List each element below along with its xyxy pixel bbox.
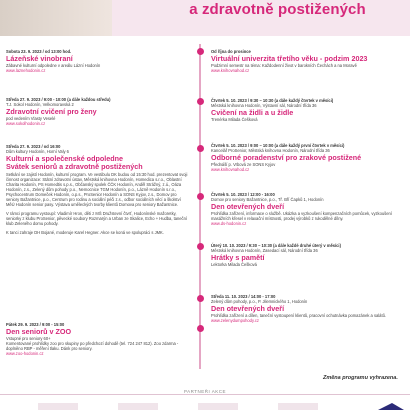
event-web-link[interactable]: www.zoo-hodonin.cz: [6, 351, 44, 356]
event-place: Městská knihovna Hodonín, Výstavní sál, Národní třída 36: [211, 103, 317, 108]
partner-logo: [38, 403, 78, 410]
event-web-link[interactable]: www.knihovnahod.cz: [211, 68, 250, 73]
event-desc: Zábavné kulturní odpoledne v areálu Lázní Hodonín: [6, 63, 101, 68]
event-item: [6, 49, 189, 73]
event-title: Zdravotní cvičení pro ženy: [6, 106, 97, 116]
event-item: [6, 322, 189, 356]
timeline-dot: [197, 98, 204, 105]
partner-logos: [0, 402, 410, 410]
event-title: Lázeňské vinobraní: [6, 53, 73, 63]
event-title: Virtuální univerzita třetího věku - podzim 2023: [211, 53, 368, 63]
timeline-dot: [197, 325, 204, 332]
event-desc: Trenérka Milada Češková: [211, 117, 258, 122]
event-item: [211, 243, 403, 267]
header-photo: [0, 0, 112, 36]
event-desc: Přednáší p. Vrbová ze SONS Kyjov: [211, 162, 276, 167]
event-date: Sobota 23. 9. 2023 / od 13:00 hod.: [6, 49, 72, 54]
event-date: Středa 27. 9. 2023 / od 16:00: [6, 144, 61, 149]
event-desc-detail: Komentované prohlídky zoo pro skupiny po předchozí dohodě (tel. 724 247 812). Zoo zdarma - doplněno RBP - měření tlaku. Dánk pro seniory.: [6, 341, 179, 351]
event-item: [6, 144, 189, 235]
event-desc: Vstupné pro seniory 60+: [6, 336, 51, 341]
timeline-dot: [197, 243, 204, 250]
event-item: [211, 192, 403, 226]
event-web-link[interactable]: www.knihovnahod.cz: [211, 167, 250, 172]
event-desc: Lektorka Milada Češková: [211, 262, 257, 267]
event-desc-program: V rámci programu vystoupí: Vladimír Hron, děti z MŠ Družstevní čtvrť, Hodonínské mažoretky, seniorky z klubu ProSenior, pěvecké soubory Rozmarýn a Urban ze Skalice, Echo + Hudba, taneční klub Zeleného domu pohody.: [6, 210, 188, 226]
event-title: Den otevřených dveří: [211, 201, 285, 211]
event-date: Středa 11. 10. 2023 / 14:00 - 17:00: [211, 294, 276, 299]
event-place: Domov pro seniory Bažantnice, p.o., Tř. Bří Čapků 1, Hodonín: [211, 197, 324, 202]
event-web-link[interactable]: www.zelenydumpohody.cz: [211, 318, 259, 323]
program-change-note: Změna programu vyhrazena.: [323, 375, 398, 381]
event-place: Zelený dům pohody, p.o., P. Jilemnického 1, Hodonín: [211, 299, 308, 304]
event-desc-extra: K tanci zahraje DH Bojané, moderuje Karel Hegner. Akce se koná ve spolupráci s JMK.: [6, 229, 164, 235]
event-web-link[interactable]: www.ds-hodonin.cz: [211, 221, 247, 226]
event-date: Pátek 29. 9. 2023 / 9:00 - 15:00: [6, 322, 65, 327]
event-desc: Prohlídka zařízení a dílen, taneční vystoupení klientů, pracovní ochutnávka pomazánek a salátů.: [211, 313, 386, 318]
event-title: Cvičení na židli a u židle: [211, 107, 294, 117]
event-title: Odborné poradenství pro zrakové postižené: [211, 152, 362, 162]
event-desc: Setkání se zajistí Hodonín, kulturní program. Ve vestibulu DK budou od 15:30 hod. prezentovat svoji činnost organizace: Státní zdravotní ústav, Městská knihovna Hodonín, Homedica s.r.o., Oblastní Charita Hodonín, PS Homedtis s.p.s., Občanský spolek ČČK Hodonín, Anděl Strážný, z.ú., Oáza Hodonín, z.s., Zelený dům pohody p.o., Nemocnice TGM Hodonín, p.o., Lázně Hodonín s.r.o., Psychocentrum Domeček Hodonín, o.p.s., ProSenior Hodonín a SONS Kyjov, z.s., Domov pro seniory Bažantnice, p.o., Centrum pro rodinu a sociální péči z.s., odbor sociálních věcí a školství MěÚ Hodonín senior pasy. Výstava uměleckých tvorby klientů Domova pro seniory Bažantnice.: [6, 171, 188, 207]
timeline-dot: [197, 295, 204, 302]
timeline-dot: [197, 145, 204, 152]
event-web-link[interactable]: www.laznehodonin.cz: [6, 68, 46, 73]
event-title: Hrátky s pamětí: [211, 252, 265, 262]
event-place: Městská knihovna Hodonín, Zasedací sál, Národní třída 36: [211, 248, 318, 253]
event-date: Čtvrtek 5. 10. 2023 / 12:00 - 16:00: [211, 192, 275, 197]
event-web-link[interactable]: www.sokolhodonin.cz: [6, 121, 46, 126]
partner-logo: [198, 403, 238, 410]
event-date: Čtvrtek 5. 10. 2023 / 9:00 – 10:00 (a dále každý první čtvrtek v měsíci): [211, 143, 345, 148]
event-item: [211, 98, 403, 122]
timeline-dot: [197, 48, 204, 55]
event-desc: pod vedením Vlasty Veselé: [6, 116, 56, 121]
event-date: Středa 27. 9. 2023 / 9:00 - 10:00 (a dále každou středu): [6, 97, 111, 102]
event-desc: Podzimní semestr na téma: Každodenní život v barokních Čechách a na Moravě: [211, 63, 357, 68]
event-title: Den otevřených dveří: [211, 303, 285, 313]
event-title-secondary: Svátek seniorů a zdravotně postižených: [6, 162, 143, 171]
partner-logo: [278, 403, 318, 410]
event-date: Od října do prosince: [211, 49, 251, 54]
event-item: [211, 49, 403, 73]
event-date: Čtvrtek 5. 10. 2023 / 9:30 – 10:30 (a dále každý čtvrtek v měsíci): [211, 98, 334, 103]
event-date: Úterý 10. 10. 2023 / 9:30 – 10:30 (a dále každé druhé úterý v měsíci): [211, 243, 341, 248]
event-place: Kancelář ProSenior, Městská knihovna Hodonín, Národní třída 36: [211, 148, 330, 153]
event-place: Dům kultury Hodonín, Horní Valy 6: [6, 149, 69, 154]
timeline-dot: [197, 193, 204, 200]
event-title: Kulturní a společenské odpoledne: [6, 153, 124, 163]
event-item: [6, 97, 189, 126]
page-title: a zdravotně postižených: [189, 1, 366, 18]
partner-logo: [118, 403, 158, 410]
event-title: Den seniorů v ZOO: [6, 326, 72, 336]
event-desc: Prohlídka zařízení, informace o službě. Ukázka a vyzkoušení kompenzačních pomůcek, vyzkoušení masážních křesel v relaxační místnosti, prodej výrobků z rukodělné dílny.: [211, 211, 392, 221]
header-banner: [0, 0, 410, 36]
timeline-line: [199, 44, 201, 369]
partner-logo: [378, 403, 404, 410]
partners-label: PARTNEŘI AKCE: [170, 389, 240, 394]
event-item: [211, 143, 403, 172]
event-place: T.J. Sokol Hodonín, Velkomoravská 2: [6, 102, 74, 107]
partners-divider: [0, 394, 410, 395]
event-item: [211, 294, 403, 323]
